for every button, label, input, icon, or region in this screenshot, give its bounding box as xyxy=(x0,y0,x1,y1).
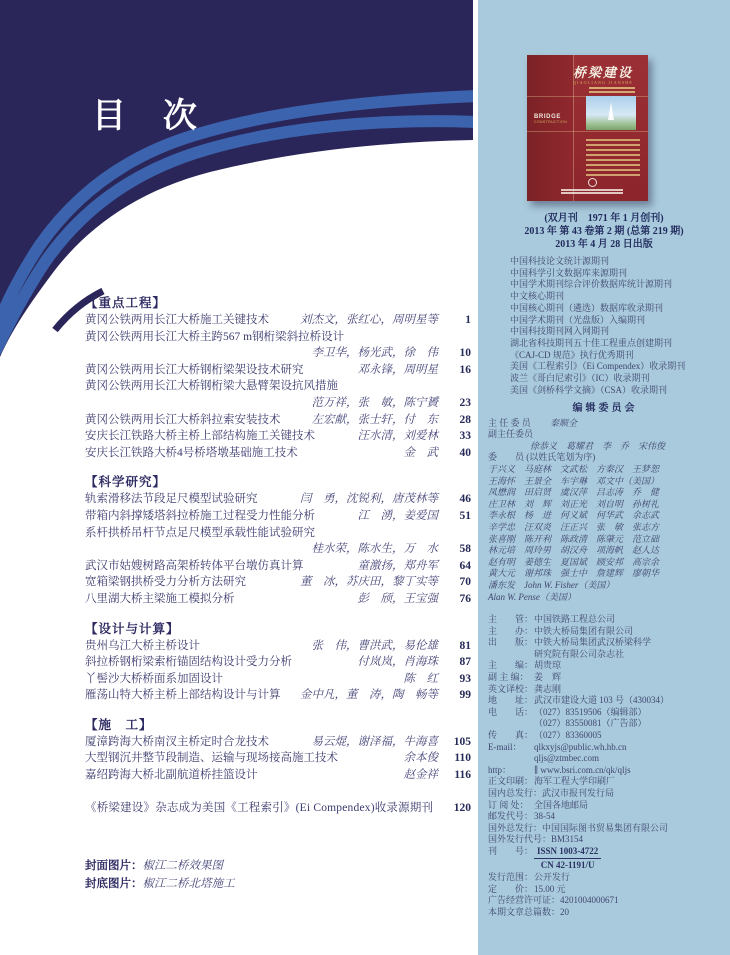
article-page: 70 xyxy=(459,576,471,589)
section-header: 【施 工】 xyxy=(85,717,153,732)
publisher-row xyxy=(488,637,726,649)
committee-member-row: 张喜刚 陈开利 陈政清 陈肇元 范立础 xyxy=(488,533,660,544)
issue-line: (双月刊 1971 年 1 月创刊) xyxy=(544,213,664,224)
cover-journal-pinyin: QIAOLIANG JIANSHE xyxy=(572,80,634,85)
publisher-row xyxy=(488,707,726,719)
publisher-row xyxy=(488,895,726,907)
publisher-row xyxy=(488,765,726,777)
article-title: 雁荡山特大桥主桥上部结构设计与计算 xyxy=(85,689,281,702)
toc-entry xyxy=(85,558,471,575)
publisher-value: 武汉市建设大道 103 号（430034） xyxy=(534,695,670,706)
publisher-value: ∥ www.bsri.com.cn/qk/qljs xyxy=(534,764,631,775)
publisher-value: 胡贵琼 xyxy=(534,660,562,671)
publisher-value: 全国各地邮局 xyxy=(534,799,589,810)
toc-entry xyxy=(85,445,471,462)
committee-member-row: 潘东发 John W. Fisher（美国） xyxy=(488,579,615,590)
article-title: 黄冈公铁两用长江大桥钢桁梁架设技术研究 xyxy=(85,363,304,376)
toc-entry-title xyxy=(85,329,471,346)
journal-cover-thumbnail xyxy=(527,55,648,201)
toc-entry-authors xyxy=(85,541,471,558)
article-page: 93 xyxy=(459,672,471,685)
index-item: 《CAJ-CD 规范》执行优秀期刊 xyxy=(510,349,634,360)
article-page: 87 xyxy=(459,656,471,669)
index-item: 中国科学引文数据库来源期刊 xyxy=(510,267,628,278)
publisher-row xyxy=(488,730,726,742)
publisher-value: （027）83360005 xyxy=(534,729,602,740)
publisher-row xyxy=(488,823,726,835)
article-authors: 邓永锋，周明星 xyxy=(357,363,438,376)
index-item: 中国核心期刊（遴选）数据库收录期刊 xyxy=(510,302,664,313)
publisher-label: 主 办： xyxy=(488,625,534,636)
toc-sections xyxy=(85,294,471,784)
article-title: 带箱内斜撑矮塔斜拉桥施工过程受力性能分析 xyxy=(85,509,315,522)
cn-number: CN 42-1191/U xyxy=(540,860,595,871)
news-page: 120 xyxy=(453,801,471,814)
article-authors: 闫 勇，沈锐利，唐茂林等 xyxy=(300,493,438,506)
publication-info xyxy=(488,614,726,918)
committee-member-row: 辛学忠 汪双炎 汪正兴 张 敏 张志方 xyxy=(488,521,660,532)
publisher-value: 姜 辉 xyxy=(534,671,562,682)
cover-bridge-word: BRIDGE xyxy=(534,114,561,120)
publisher-row xyxy=(488,626,726,638)
article-title: 八里湖大桥主梁施工模拟分析 xyxy=(85,592,235,605)
back-cover-label: 封底图片： xyxy=(85,878,143,891)
publisher-value: 中国铁路工程总公司 xyxy=(534,614,616,624)
publisher-label: 主 管： xyxy=(488,614,534,624)
publisher-row xyxy=(488,718,726,730)
toc-entry-title xyxy=(85,378,471,395)
article-title: 黄冈公铁两用长江大桥斜拉索安装技术 xyxy=(85,413,281,426)
article-title: 武汉市姑嫂树路高架桥转体平台墩仿真计算 xyxy=(85,559,304,572)
committee-member-row: 凤懋润 田启贤 虞汉萍 吕志涛 乔 健 xyxy=(488,487,660,498)
index-item: 中国科技期刊网入网期刊 xyxy=(510,326,610,337)
toc-entry-title xyxy=(85,525,471,542)
toc-entry xyxy=(85,574,471,591)
index-item: 美国《工程索引》（Ei Compendex）收录期刊 xyxy=(510,361,686,372)
article-authors: 付岚岚，肖海珠 xyxy=(357,656,438,669)
cover-journal-title: 桥梁建设 xyxy=(572,65,633,80)
index-item: 波兰《哥白尼索引》（IC）收录期刊 xyxy=(510,373,650,384)
toc-entry xyxy=(85,671,471,688)
chair-row xyxy=(488,418,722,430)
committee-member-row: 林元培 周玲男 胡汉舟 项海帆 赵人达 xyxy=(488,545,660,556)
publisher-label: 国外总发行： xyxy=(488,822,543,833)
article-title: 大型钢沉井整节段制造、运输与现场接高施工技术 xyxy=(85,752,338,765)
bridge-pylon-shape xyxy=(608,102,614,120)
publisher-label: E-mail： xyxy=(488,741,522,752)
publisher-row xyxy=(488,684,726,696)
publisher-row xyxy=(488,884,726,896)
index-item: 中文核心期刊 xyxy=(510,291,565,302)
publisher-row xyxy=(488,811,726,823)
publisher-row xyxy=(488,776,726,788)
publisher-value: （027）83550081（广告部） xyxy=(534,718,647,729)
committee-member-row: Alan W. Pense（美国） xyxy=(488,591,576,602)
publisher-row xyxy=(488,907,726,919)
article-page: 58 xyxy=(459,543,471,556)
article-page: 23 xyxy=(459,396,471,409)
publisher-row xyxy=(488,649,726,661)
issue-line: 2013 年 4 月 28 日出版 xyxy=(555,239,653,250)
members-label: 委 员 (以姓氏笔划为序) xyxy=(488,452,596,463)
article-page: 64 xyxy=(459,559,471,572)
chair-name: 秦顺全 xyxy=(550,417,578,428)
publisher-value: qlkxyjs@public.wh.hb.cn xyxy=(534,741,627,752)
toc-entry-authors xyxy=(85,395,471,412)
toc-entry xyxy=(85,638,471,655)
toc-entry xyxy=(85,428,471,445)
publisher-value: BM3154 xyxy=(551,834,584,845)
publisher-label: 广告经营许可证： xyxy=(488,895,561,906)
publisher-value: 4201004000671 xyxy=(560,895,619,906)
article-authors: 金 武 xyxy=(403,446,438,459)
issn-number: ISSN 1003-4722 xyxy=(534,846,601,860)
index-item: 美国《剑桥科学文摘》（CSA）收录期刊 xyxy=(510,384,668,395)
article-authors: 余本俊 xyxy=(403,752,438,765)
back-cover-note xyxy=(85,875,471,893)
committee-member-row: 庄卫林 刘 辉 刘正光 刘自明 孙树礼 xyxy=(488,498,660,509)
publisher-value: 龚志刚 xyxy=(534,683,562,694)
article-title: 斜拉桥钢桁梁索桁锚固结构设计受力分析 xyxy=(85,656,292,669)
committee-member-row: 于兴义 马庭林 文武松 方秦汉 王梦恕 xyxy=(488,463,660,474)
publisher-row xyxy=(488,742,726,754)
section-header: 【设计与计算】 xyxy=(85,621,180,636)
member-rows xyxy=(488,464,722,603)
article-title: 丫髻沙大桥桥面系加固设计 xyxy=(85,672,223,685)
vice-chair-row xyxy=(488,429,722,441)
article-title: 宽箱梁钢拱桥受力分析方法研究 xyxy=(85,576,246,589)
article-title: 黄冈公铁两用长江大桥主跨567 m钢桁梁斜拉桥设计 xyxy=(85,330,345,343)
publisher-value: qljs@ztmbec.com xyxy=(534,753,600,764)
committee-member-row: 黄大元 谢邦珠 强士中 詹建辉 廖朝华 xyxy=(488,568,660,579)
publisher-label: 定 价： xyxy=(488,883,534,894)
publisher-label: 国内总发行： xyxy=(488,787,543,798)
toc-entry xyxy=(85,362,471,379)
article-authors: 童激扬，郑舟军 xyxy=(357,559,438,572)
cover-article-list-bars xyxy=(586,139,640,179)
publisher-label: 副 主 编： xyxy=(488,671,529,682)
toc-entry xyxy=(85,312,471,329)
publisher-value: 武汉市报刊发行局 xyxy=(542,787,615,798)
index-item: 中国学术期刊（光盘版）入编期刊 xyxy=(510,314,646,325)
article-page: 28 xyxy=(459,413,471,426)
publisher-logo-icon xyxy=(588,178,597,187)
front-cover-label: 封面图片： xyxy=(85,860,143,873)
cover-english-title xyxy=(534,114,572,124)
publisher-label: 出 版： xyxy=(488,637,534,648)
publisher-value: 中国国际图书贸易集团有限公司 xyxy=(542,822,669,833)
publisher-row xyxy=(488,695,726,707)
publisher-label: 国外发行代号： xyxy=(488,834,552,845)
publisher-label: http： xyxy=(488,764,512,775)
toc-section xyxy=(85,716,471,784)
article-page: 46 xyxy=(459,493,471,506)
article-page: 110 xyxy=(454,752,471,765)
publication-rows-2 xyxy=(488,872,726,918)
section-header: 【重点工程】 xyxy=(85,296,167,310)
article-page: 51 xyxy=(459,509,471,522)
article-page: 81 xyxy=(459,639,471,652)
toc-entry xyxy=(85,767,471,784)
committee-heading: 编辑委员会 xyxy=(572,403,638,414)
cover-publisher-mark xyxy=(555,178,629,195)
article-title: 嘉绍跨海大桥北副航道桥挂篮设计 xyxy=(85,769,258,782)
toc-entry xyxy=(85,508,471,525)
article-title: 黄冈公铁两用长江大桥施工关键技术 xyxy=(85,314,269,326)
article-authors: 金中凡，董 涛，陶 畅等 xyxy=(300,689,438,702)
publisher-label: 邮发代号： xyxy=(488,811,534,822)
committee-member-row: 赵有明 姜德生 夏国斌 顾安邦 高宗余 xyxy=(488,556,660,567)
cover-horizontal-rule xyxy=(527,131,648,132)
page-title: 目 次 xyxy=(92,97,203,135)
publication-rows xyxy=(488,614,726,846)
issue-info xyxy=(478,212,730,251)
publisher-value: 公开发行 xyxy=(534,872,571,883)
article-page: 33 xyxy=(459,430,471,443)
editorial-committee xyxy=(488,403,722,603)
toc-section xyxy=(85,620,471,704)
article-title: 安庆长江铁路大桥4号桥塔墩基础施工技术 xyxy=(85,446,298,459)
publisher-value: 15.00 元 xyxy=(534,883,566,894)
publisher-row xyxy=(488,614,726,626)
publisher-row xyxy=(488,753,726,765)
front-cover-note xyxy=(85,857,471,875)
vice-chair-label: 副主任委员 xyxy=(488,429,534,440)
toc-entry xyxy=(85,654,471,671)
article-authors: 赵金祥 xyxy=(403,769,438,782)
publisher-value: 研究院有限公司杂志社 xyxy=(534,648,625,659)
article-page: 76 xyxy=(459,592,471,605)
publisher-value: 海军工程大学印刷厂 xyxy=(534,776,616,787)
news-title: 《桥梁建设》杂志成为美国《工程索引》(Ei Compendex)收录源期刊 xyxy=(85,801,434,814)
publisher-label: 正文印刷： xyxy=(488,776,534,787)
indexing-list xyxy=(510,256,724,396)
issn-label: 刊 号： xyxy=(488,845,534,856)
article-title: 贵州乌江大桥主桥设计 xyxy=(85,639,200,652)
publisher-row xyxy=(488,834,726,846)
article-page: 10 xyxy=(459,347,471,360)
article-authors: 汪水清，刘爱林 xyxy=(357,430,438,443)
article-authors: 范万祥，张 敏，陈宁贇 xyxy=(311,396,438,409)
article-title: 安庆长江铁路大桥主桥上部结构施工关键技术 xyxy=(85,430,315,443)
article-authors: 李卫华，杨光武，徐 伟 xyxy=(311,347,438,360)
publisher-label: 电 话： xyxy=(488,706,534,717)
article-authors: 江 湧，姜爱国 xyxy=(357,509,438,522)
publisher-row xyxy=(488,660,726,672)
publisher-row xyxy=(488,872,726,884)
article-authors: 董 冰，苏庆田，黎丁实等 xyxy=(300,576,438,589)
publisher-label: 本期文章总篇数： xyxy=(488,906,561,917)
publisher-row xyxy=(488,800,726,812)
publisher-value: 中铁大桥局集团有限公司 xyxy=(534,625,634,636)
article-authors: 刘杰文，张红心，周明星等 xyxy=(300,314,438,326)
committee-member-row: 王海怀 王景全 车宇琳 邓文中（美国） xyxy=(488,475,660,486)
toc-entry xyxy=(85,591,471,608)
article-authors: 桂水荣，陈水生，万 水 xyxy=(311,543,438,556)
toc-entry xyxy=(85,750,471,767)
chair-label: 主 任 委 员 xyxy=(488,417,531,428)
toc-column xyxy=(85,294,471,893)
publisher-row xyxy=(488,788,726,800)
issn-numbers xyxy=(534,846,601,872)
toc-entry xyxy=(85,412,471,429)
article-page: 105 xyxy=(453,735,471,748)
article-page: 1 xyxy=(465,314,471,326)
journal-info-sidebar xyxy=(478,0,730,955)
article-page: 40 xyxy=(459,446,471,459)
article-authors: 陈 红 xyxy=(403,672,438,685)
section-header: 【科学研究】 xyxy=(85,475,167,490)
toc-entry-authors xyxy=(85,345,471,362)
toc-section xyxy=(85,294,471,461)
article-authors: 左宏献，张士轩，付 东 xyxy=(311,413,438,426)
publisher-value: 38-54 xyxy=(534,811,555,822)
toc-entry xyxy=(85,491,471,508)
cover-construction-word: CONSTRUCTION xyxy=(534,120,567,124)
cover-issue-text-bars xyxy=(589,87,635,95)
toc-section xyxy=(85,473,471,607)
committee-member-row: 李永根 杨 进 何义斌 何华武 余志武 xyxy=(488,510,660,521)
publisher-value: （027）83519506（编辑部） xyxy=(534,706,647,717)
publisher-value: 中铁大桥局集团武汉桥梁科学 xyxy=(534,637,652,648)
vice-chair-names: 徐恭义 葛耀君 李 乔 宋伟俊 xyxy=(530,440,666,451)
cover-bridge-photo xyxy=(586,96,636,130)
article-page: 116 xyxy=(454,769,471,782)
article-title: 轨索滑移法节段足尺模型试验研究 xyxy=(85,493,258,506)
issue-line: 2013 年 第 43 卷第 2 期 (总第 219 期) xyxy=(524,226,684,237)
article-authors: 易云焜，谢泽福，牛海喜 xyxy=(311,735,438,748)
publisher-label: 英文译校： xyxy=(488,683,534,694)
index-item: 中国科技论文统计源期刊 xyxy=(510,256,610,266)
front-cover-text: 椒江二桥效果图 xyxy=(142,860,223,873)
article-title: 系杆拱桥吊杆节点足尺模型承载性能试验研究 xyxy=(85,526,315,539)
article-authors: 彭 颀，王宝强 xyxy=(357,592,438,605)
publisher-label: 地 址： xyxy=(488,695,534,706)
publisher-label: 传 真： xyxy=(488,729,534,740)
index-item: 湖北省科技期刊五十佳工程重点创建期刊 xyxy=(510,337,673,348)
publisher-label: 主 编： xyxy=(488,660,534,671)
news-entry xyxy=(85,800,471,817)
article-authors: 张 伟，曹洪武，易伦雄 xyxy=(311,639,438,652)
article-title: 黄冈公铁两用长江大桥钢桁梁大悬臂架设抗风措施 xyxy=(85,380,338,393)
publisher-value: 20 xyxy=(560,906,570,917)
back-cover-text: 椒江二桥北塔施工 xyxy=(142,878,235,891)
issn-row xyxy=(488,846,726,872)
publisher-label: 订 阅 处： xyxy=(488,799,529,810)
publisher-row xyxy=(488,672,726,684)
index-item: 中国学术期刊综合评价数据库统计源期刊 xyxy=(510,279,673,290)
toc-entry xyxy=(85,734,471,751)
article-title: 厦漳跨海大桥南汊主桥定时合龙技术 xyxy=(85,735,269,748)
cover-notes xyxy=(85,857,471,893)
article-page: 99 xyxy=(459,689,471,702)
article-page: 16 xyxy=(459,363,471,376)
toc-entry xyxy=(85,687,471,704)
publisher-label: 发行范围： xyxy=(488,872,534,883)
